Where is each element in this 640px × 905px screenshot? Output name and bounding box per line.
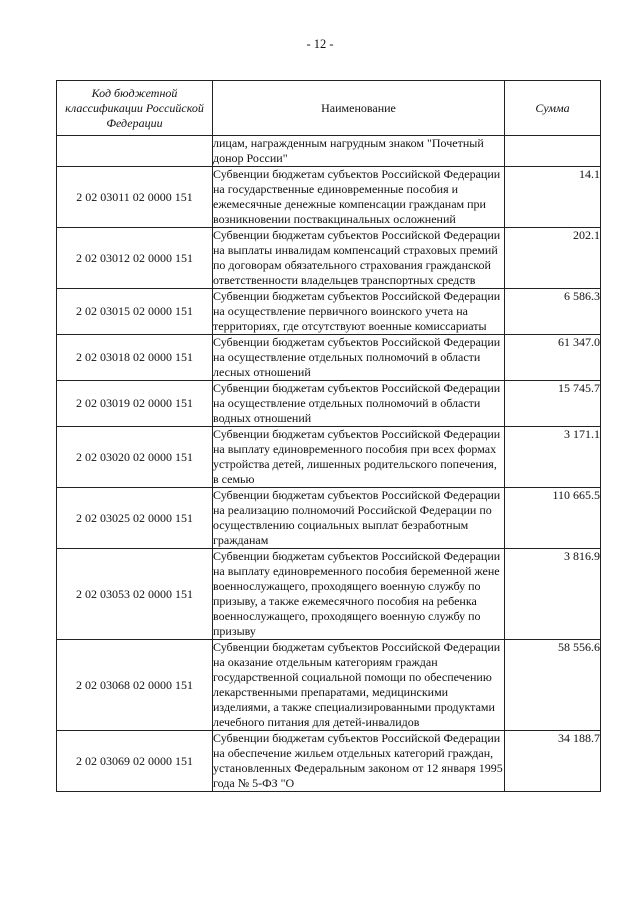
table-row (57, 731, 601, 792)
cell-name: Субвенции бюджетам субъектов Российской Федерации на государственные единовременные пособия и ежемесячные денежные компенсации гражданам при возникновении поствакцинальных осложнений (213, 167, 505, 228)
cell-name: Субвенции бюджетам субъектов Российской Федерации на оказание отдельным категориям граждан государственной социальной помощи по обеспечению лекарственными препаратами, медицинскими изделиями, а также специализированными продуктами лечебного питания для детей-инвалидов (213, 640, 505, 731)
cell-code: 2 02 03025 02 0000 151 (57, 488, 213, 549)
cell-code: 2 02 03012 02 0000 151 (57, 228, 213, 289)
cell-code: 2 02 03020 02 0000 151 (57, 427, 213, 488)
table-row (57, 381, 601, 427)
cell-name: Субвенции бюджетам субъектов Российской Федерации на выплату единовременного пособия при всех формах устройства детей, лишенных родительского попечения, в семью (213, 427, 505, 488)
cell-code: 2 02 03015 02 0000 151 (57, 289, 213, 335)
table-row (57, 640, 601, 731)
table-row (57, 167, 601, 228)
cell-code: 2 02 03011 02 0000 151 (57, 167, 213, 228)
cell-name: Субвенции бюджетам субъектов Российской Федерации на выплату единовременного пособия беременной жене военнослужащего, проходящего военную службу по призыву, а также ежемесячного пособия на ребенка военнослужащего, проходящего военную службу по призыву (213, 549, 505, 640)
cell-name: Субвенции бюджетам субъектов Российской Федерации на реализацию полномочий Российской Федерации по осуществлению социальных выплат безработным гражданам (213, 488, 505, 549)
cell-sum: 34 188.7 (505, 731, 601, 792)
table-row (57, 427, 601, 488)
table-row (57, 335, 601, 381)
cell-sum: 15 745.7 (505, 381, 601, 427)
cell-sum (505, 136, 601, 167)
header-sum: Сумма (505, 81, 601, 136)
cell-code: 2 02 03019 02 0000 151 (57, 381, 213, 427)
cell-sum: 3 171.1 (505, 427, 601, 488)
cell-sum: 58 556.6 (505, 640, 601, 731)
cell-sum: 14.1 (505, 167, 601, 228)
table-row (57, 228, 601, 289)
cell-name: Субвенции бюджетам субъектов Российской Федерации на осуществление отдельных полномочий в области лесных отношений (213, 335, 505, 381)
budget-table (56, 80, 601, 792)
cell-sum: 6 586.3 (505, 289, 601, 335)
page-number: - 12 - (306, 37, 334, 51)
cell-name: Субвенции бюджетам субъектов Российской Федерации на выплаты инвалидам компенсаций страховых премий по договорам обязательного страхования гражданской ответственности владельцев транспортных средств (213, 228, 505, 289)
cell-sum: 61 347.0 (505, 335, 601, 381)
cell-code: 2 02 03068 02 0000 151 (57, 640, 213, 731)
table-row (57, 549, 601, 640)
table-row (57, 136, 601, 167)
cell-sum: 110 665.5 (505, 488, 601, 549)
header-name: Наименование (213, 81, 505, 136)
cell-name: лицам, награжденным нагрудным знаком "Почетный донор России" (213, 136, 505, 167)
table-row (57, 289, 601, 335)
cell-name: Субвенции бюджетам субъектов Российской Федерации на осуществление первичного воинского учета на территориях, где отсутствуют военные комиссариаты (213, 289, 505, 335)
header-code: Код бюджетной классификации Российской Федерации (57, 81, 213, 136)
cell-code (57, 136, 213, 167)
cell-sum: 3 816.9 (505, 549, 601, 640)
cell-name: Субвенции бюджетам субъектов Российской Федерации на обеспечение жильем отдельных категорий граждан, установленных Федеральным законом от 12 января 1995 года № 5-ФЗ "О (213, 731, 503, 790)
cell-code: 2 02 03018 02 0000 151 (57, 335, 213, 381)
cell-name: Субвенции бюджетам субъектов Российской Федерации на осуществление отдельных полномочий в области водных отношений (213, 381, 505, 427)
cell-code: 2 02 03053 02 0000 151 (57, 549, 213, 640)
table-row (57, 488, 601, 549)
cell-code: 2 02 03069 02 0000 151 (57, 731, 213, 792)
table-header-row (57, 81, 601, 136)
cell-sum: 202.1 (505, 228, 601, 289)
